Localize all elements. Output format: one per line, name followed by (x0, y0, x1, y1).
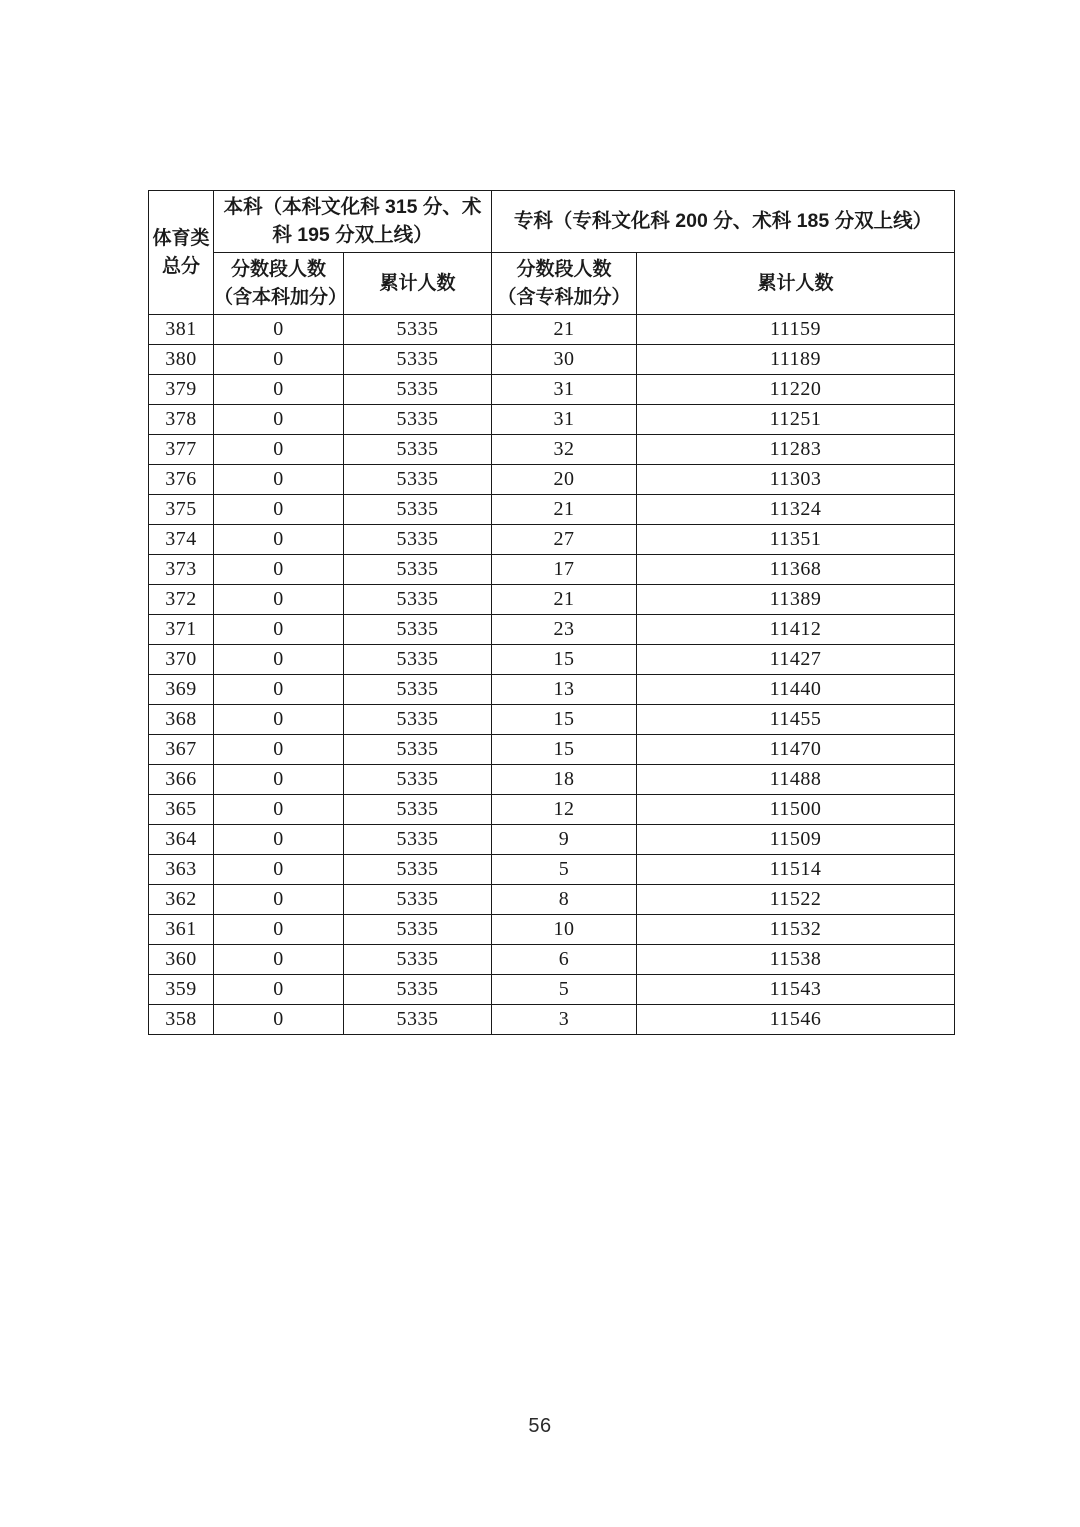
cell-zhuanke-segment-count: 15 (492, 645, 637, 675)
cell-total-score: 359 (149, 975, 214, 1005)
cell-benke-cumulative-count: 5335 (344, 375, 492, 405)
cell-benke-cumulative-count: 5335 (344, 495, 492, 525)
cell-benke-cumulative-count: 5335 (344, 525, 492, 555)
table-header (149, 191, 955, 315)
page-number: 56 (528, 1415, 552, 1437)
header-total-score (149, 191, 214, 315)
cell-zhuanke-cumulative-count: 11389 (637, 585, 955, 615)
cell-total-score: 372 (149, 585, 214, 615)
table-row (149, 315, 955, 345)
header-total-score-line1: 体育类 (152, 227, 210, 249)
header-benke-segment-count-line1: 分数段人数 (230, 258, 326, 280)
cell-benke-cumulative-count: 5335 (344, 825, 492, 855)
cell-zhuanke-cumulative-count: 11440 (637, 675, 955, 705)
cell-benke-segment-count: 0 (214, 495, 344, 525)
cell-benke-segment-count: 0 (214, 945, 344, 975)
cell-total-score: 358 (149, 1005, 214, 1035)
cell-total-score: 371 (149, 615, 214, 645)
cell-zhuanke-cumulative-count: 11455 (637, 705, 955, 735)
cell-total-score: 370 (149, 645, 214, 675)
cell-total-score: 366 (149, 765, 214, 795)
cell-benke-segment-count: 0 (214, 735, 344, 765)
cell-total-score: 378 (149, 405, 214, 435)
header-zhuanke-segment-count-line1: 分数段人数 (516, 258, 612, 280)
cell-total-score: 363 (149, 855, 214, 885)
cell-benke-cumulative-count: 5335 (344, 345, 492, 375)
cell-zhuanke-segment-count: 12 (492, 795, 637, 825)
cell-zhuanke-segment-count: 15 (492, 705, 637, 735)
table-row (149, 975, 955, 1005)
cell-benke-segment-count: 0 (214, 855, 344, 885)
cell-benke-cumulative-count: 5335 (344, 405, 492, 435)
cell-zhuanke-segment-count: 27 (492, 525, 637, 555)
cell-zhuanke-cumulative-count: 11522 (637, 885, 955, 915)
cell-zhuanke-segment-count: 30 (492, 345, 637, 375)
header-zhuanke-segment-count (492, 253, 637, 315)
cell-zhuanke-cumulative-count: 11488 (637, 765, 955, 795)
header-row-group (149, 191, 955, 253)
table-row (149, 345, 955, 375)
cell-zhuanke-cumulative-count: 11251 (637, 405, 955, 435)
cell-benke-segment-count: 0 (214, 405, 344, 435)
cell-benke-cumulative-count: 5335 (344, 735, 492, 765)
header-zhuanke-cumulative-count-line1: 累计人数 (757, 272, 834, 294)
header-row-sub (149, 253, 955, 315)
cell-benke-cumulative-count: 5335 (344, 555, 492, 585)
cell-benke-segment-count: 0 (214, 375, 344, 405)
cell-total-score: 368 (149, 705, 214, 735)
header-benke-segment-count-line2: （含本科加分） (214, 286, 348, 308)
cell-total-score: 379 (149, 375, 214, 405)
cell-zhuanke-segment-count: 31 (492, 375, 637, 405)
table-row (149, 735, 955, 765)
table-row (149, 795, 955, 825)
cell-zhuanke-segment-count: 5 (492, 855, 637, 885)
cell-zhuanke-segment-count: 5 (492, 975, 637, 1005)
cell-benke-segment-count: 0 (214, 885, 344, 915)
header-group-benke-label: 本科（本科文化科 315 分、术科 195 分双上线） (223, 195, 482, 246)
table-row (149, 945, 955, 975)
cell-zhuanke-cumulative-count: 11283 (637, 435, 955, 465)
table-row (149, 675, 955, 705)
table-row (149, 555, 955, 585)
score-distribution-table (148, 190, 955, 1035)
cell-zhuanke-segment-count: 18 (492, 765, 637, 795)
table-row (149, 825, 955, 855)
table-row (149, 525, 955, 555)
cell-total-score: 365 (149, 795, 214, 825)
header-total-score-line2: 总分 (161, 255, 200, 277)
cell-total-score: 360 (149, 945, 214, 975)
cell-zhuanke-segment-count: 3 (492, 1005, 637, 1035)
cell-total-score: 375 (149, 495, 214, 525)
header-zhuanke-cumulative-count (637, 253, 955, 315)
cell-total-score: 364 (149, 825, 214, 855)
cell-total-score: 381 (149, 315, 214, 345)
cell-benke-cumulative-count: 5335 (344, 465, 492, 495)
cell-zhuanke-segment-count: 23 (492, 615, 637, 645)
cell-zhuanke-segment-count: 15 (492, 735, 637, 765)
cell-zhuanke-cumulative-count: 11500 (637, 795, 955, 825)
table-row (149, 645, 955, 675)
cell-zhuanke-cumulative-count: 11514 (637, 855, 955, 885)
header-benke-cumulative-count (344, 253, 492, 315)
table-row (149, 435, 955, 465)
cell-benke-cumulative-count: 5335 (344, 945, 492, 975)
cell-zhuanke-cumulative-count: 11412 (637, 615, 955, 645)
cell-benke-cumulative-count: 5335 (344, 855, 492, 885)
cell-zhuanke-segment-count: 8 (492, 885, 637, 915)
cell-zhuanke-segment-count: 13 (492, 675, 637, 705)
cell-benke-segment-count: 0 (214, 1005, 344, 1035)
cell-zhuanke-segment-count: 21 (492, 585, 637, 615)
cell-benke-cumulative-count: 5335 (344, 915, 492, 945)
table-row (149, 375, 955, 405)
cell-benke-cumulative-count: 5335 (344, 705, 492, 735)
cell-zhuanke-cumulative-count: 11324 (637, 495, 955, 525)
table-row (149, 885, 955, 915)
cell-total-score: 380 (149, 345, 214, 375)
cell-zhuanke-segment-count: 9 (492, 825, 637, 855)
score-distribution-table-container (148, 190, 954, 1035)
cell-total-score: 362 (149, 885, 214, 915)
cell-benke-cumulative-count: 5335 (344, 585, 492, 615)
cell-zhuanke-cumulative-count: 11220 (637, 375, 955, 405)
cell-benke-segment-count: 0 (214, 435, 344, 465)
cell-benke-segment-count: 0 (214, 555, 344, 585)
table-row (149, 765, 955, 795)
cell-zhuanke-segment-count: 21 (492, 495, 637, 525)
cell-zhuanke-cumulative-count: 11509 (637, 825, 955, 855)
cell-benke-segment-count: 0 (214, 915, 344, 945)
cell-zhuanke-cumulative-count: 11427 (637, 645, 955, 675)
table-row (149, 495, 955, 525)
table-row (149, 615, 955, 645)
cell-benke-segment-count: 0 (214, 345, 344, 375)
table-row (149, 855, 955, 885)
cell-zhuanke-segment-count: 6 (492, 945, 637, 975)
cell-zhuanke-cumulative-count: 11303 (637, 465, 955, 495)
cell-benke-cumulative-count: 5335 (344, 675, 492, 705)
cell-total-score: 376 (149, 465, 214, 495)
cell-zhuanke-cumulative-count: 11351 (637, 525, 955, 555)
header-group-zhuanke (492, 191, 955, 253)
cell-total-score: 374 (149, 525, 214, 555)
cell-benke-segment-count: 0 (214, 765, 344, 795)
cell-zhuanke-segment-count: 32 (492, 435, 637, 465)
cell-zhuanke-cumulative-count: 11532 (637, 915, 955, 945)
table-row (149, 915, 955, 945)
cell-zhuanke-cumulative-count: 11470 (637, 735, 955, 765)
cell-zhuanke-segment-count: 20 (492, 465, 637, 495)
cell-total-score: 373 (149, 555, 214, 585)
table-row (149, 585, 955, 615)
cell-benke-cumulative-count: 5335 (344, 435, 492, 465)
cell-benke-cumulative-count: 5335 (344, 795, 492, 825)
header-group-zhuanke-label: 专科（专科文化科 200 分、术科 185 分双上线） (513, 209, 933, 232)
cell-zhuanke-cumulative-count: 11368 (637, 555, 955, 585)
cell-benke-segment-count: 0 (214, 585, 344, 615)
cell-total-score: 361 (149, 915, 214, 945)
header-zhuanke-segment-count-line2: （含专科加分） (497, 286, 631, 308)
cell-total-score: 377 (149, 435, 214, 465)
cell-benke-cumulative-count: 5335 (344, 615, 492, 645)
cell-benke-segment-count: 0 (214, 705, 344, 735)
cell-benke-segment-count: 0 (214, 615, 344, 645)
cell-zhuanke-segment-count: 17 (492, 555, 637, 585)
cell-benke-segment-count: 0 (214, 975, 344, 1005)
cell-benke-cumulative-count: 5335 (344, 975, 492, 1005)
cell-benke-cumulative-count: 5335 (344, 315, 492, 345)
cell-total-score: 367 (149, 735, 214, 765)
header-benke-cumulative-count-line1: 累计人数 (379, 272, 456, 294)
cell-benke-segment-count: 0 (214, 465, 344, 495)
cell-total-score: 369 (149, 675, 214, 705)
cell-benke-segment-count: 0 (214, 675, 344, 705)
cell-benke-cumulative-count: 5335 (344, 765, 492, 795)
table-row (149, 405, 955, 435)
cell-zhuanke-cumulative-count: 11159 (637, 315, 955, 345)
header-group-benke (214, 191, 492, 253)
table-body (149, 315, 955, 1035)
cell-benke-segment-count: 0 (214, 645, 344, 675)
cell-zhuanke-cumulative-count: 11546 (637, 1005, 955, 1035)
cell-zhuanke-segment-count: 10 (492, 915, 637, 945)
table-row (149, 1005, 955, 1035)
cell-zhuanke-segment-count: 31 (492, 405, 637, 435)
cell-zhuanke-cumulative-count: 11189 (637, 345, 955, 375)
cell-benke-segment-count: 0 (214, 825, 344, 855)
cell-benke-cumulative-count: 5335 (344, 885, 492, 915)
cell-benke-segment-count: 0 (214, 525, 344, 555)
cell-benke-segment-count: 0 (214, 795, 344, 825)
cell-zhuanke-cumulative-count: 11543 (637, 975, 955, 1005)
cell-benke-cumulative-count: 5335 (344, 1005, 492, 1035)
cell-benke-cumulative-count: 5335 (344, 645, 492, 675)
table-row (149, 705, 955, 735)
cell-zhuanke-segment-count: 21 (492, 315, 637, 345)
cell-zhuanke-cumulative-count: 11538 (637, 945, 955, 975)
table-row (149, 465, 955, 495)
cell-benke-segment-count: 0 (214, 315, 344, 345)
header-benke-segment-count (214, 253, 348, 315)
